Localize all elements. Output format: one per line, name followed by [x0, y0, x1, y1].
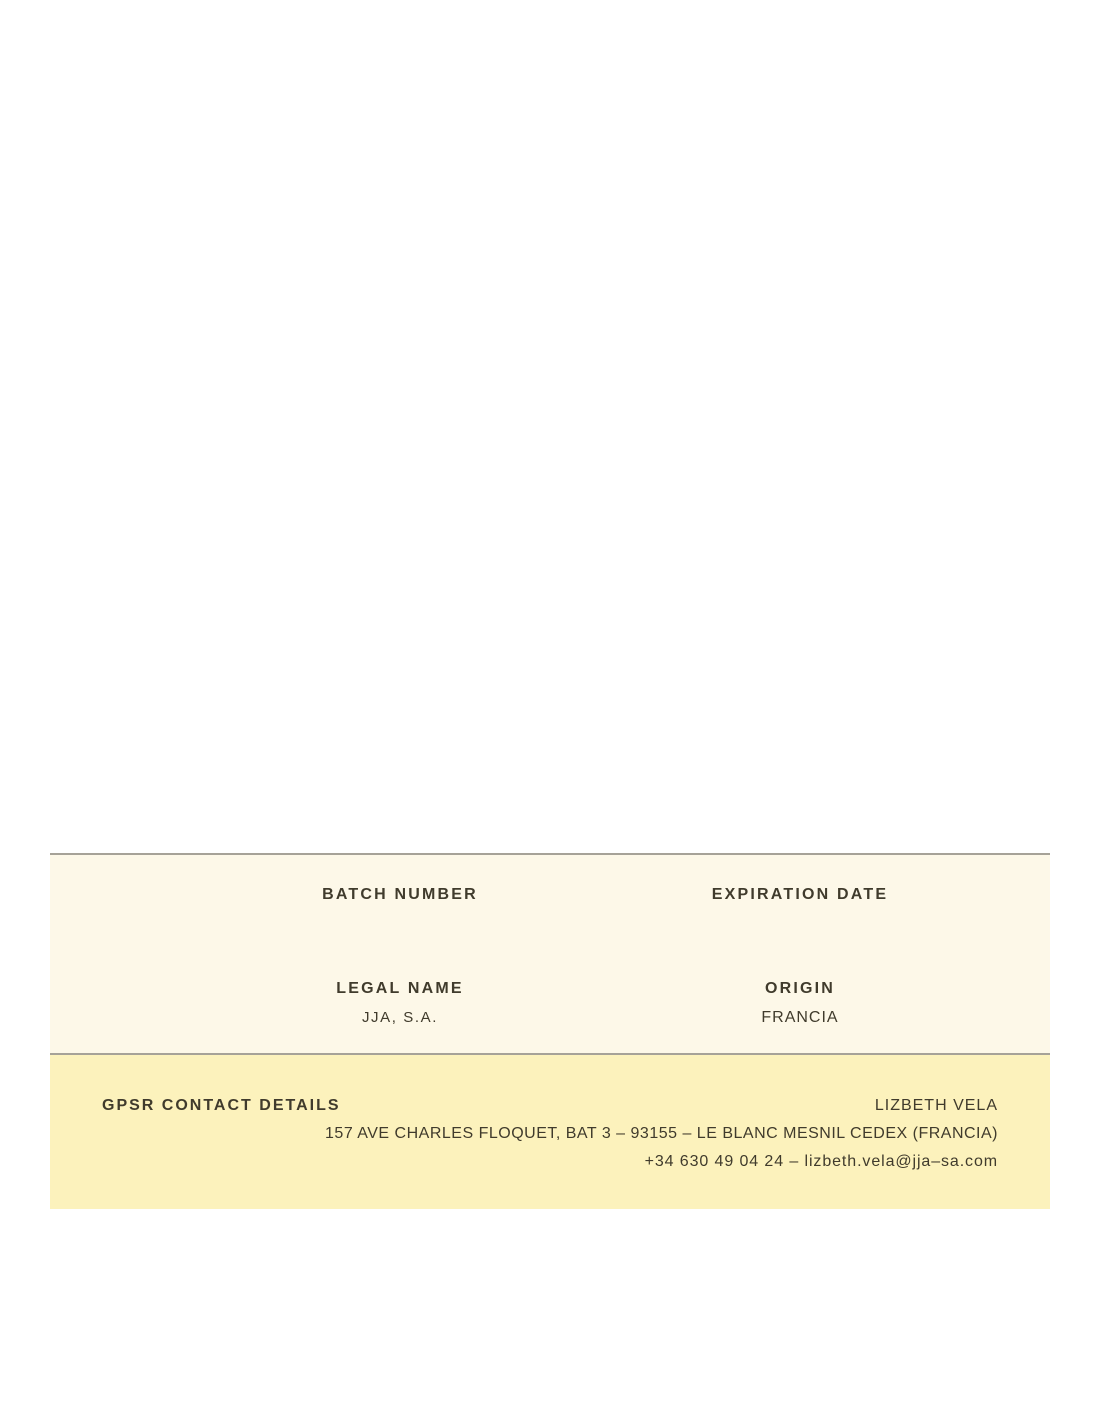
origin-label: ORIGIN — [764, 980, 836, 997]
gpsr-contact-details-title: GPSR CONTACT DETAILS — [102, 1097, 341, 1114]
gpsr-contact-name: LIZBETH VELA — [874, 1097, 998, 1114]
origin-value: FRANCIA — [761, 1009, 839, 1026]
gpsr-contact-section — [50, 1055, 1050, 1209]
field-header-row — [50, 855, 1050, 907]
gpsr-contact-phone-email: +34 630 49 04 24 – lizbeth.vela@jja–sa.com — [644, 1153, 998, 1170]
field-subheader-row — [50, 977, 1050, 1001]
expiration-date-label: EXPIRATION DATE — [711, 886, 889, 903]
product-label-panel — [50, 853, 1050, 1209]
legal-name-label: LEGAL NAME — [336, 980, 464, 997]
gpsr-contact-address: 157 AVE CHARLES FLOQUET, BAT 3 – 93155 – LE BLANC MESNIL CEDEX (FRANCIA) — [325, 1125, 998, 1142]
field-values-row — [50, 1006, 1050, 1030]
legal-name-value: JJA, S.A. — [361, 1009, 439, 1026]
product-info-section — [50, 855, 1050, 1053]
gpsr-header-row — [102, 1092, 998, 1120]
batch-number-label: BATCH NUMBER — [322, 886, 478, 903]
